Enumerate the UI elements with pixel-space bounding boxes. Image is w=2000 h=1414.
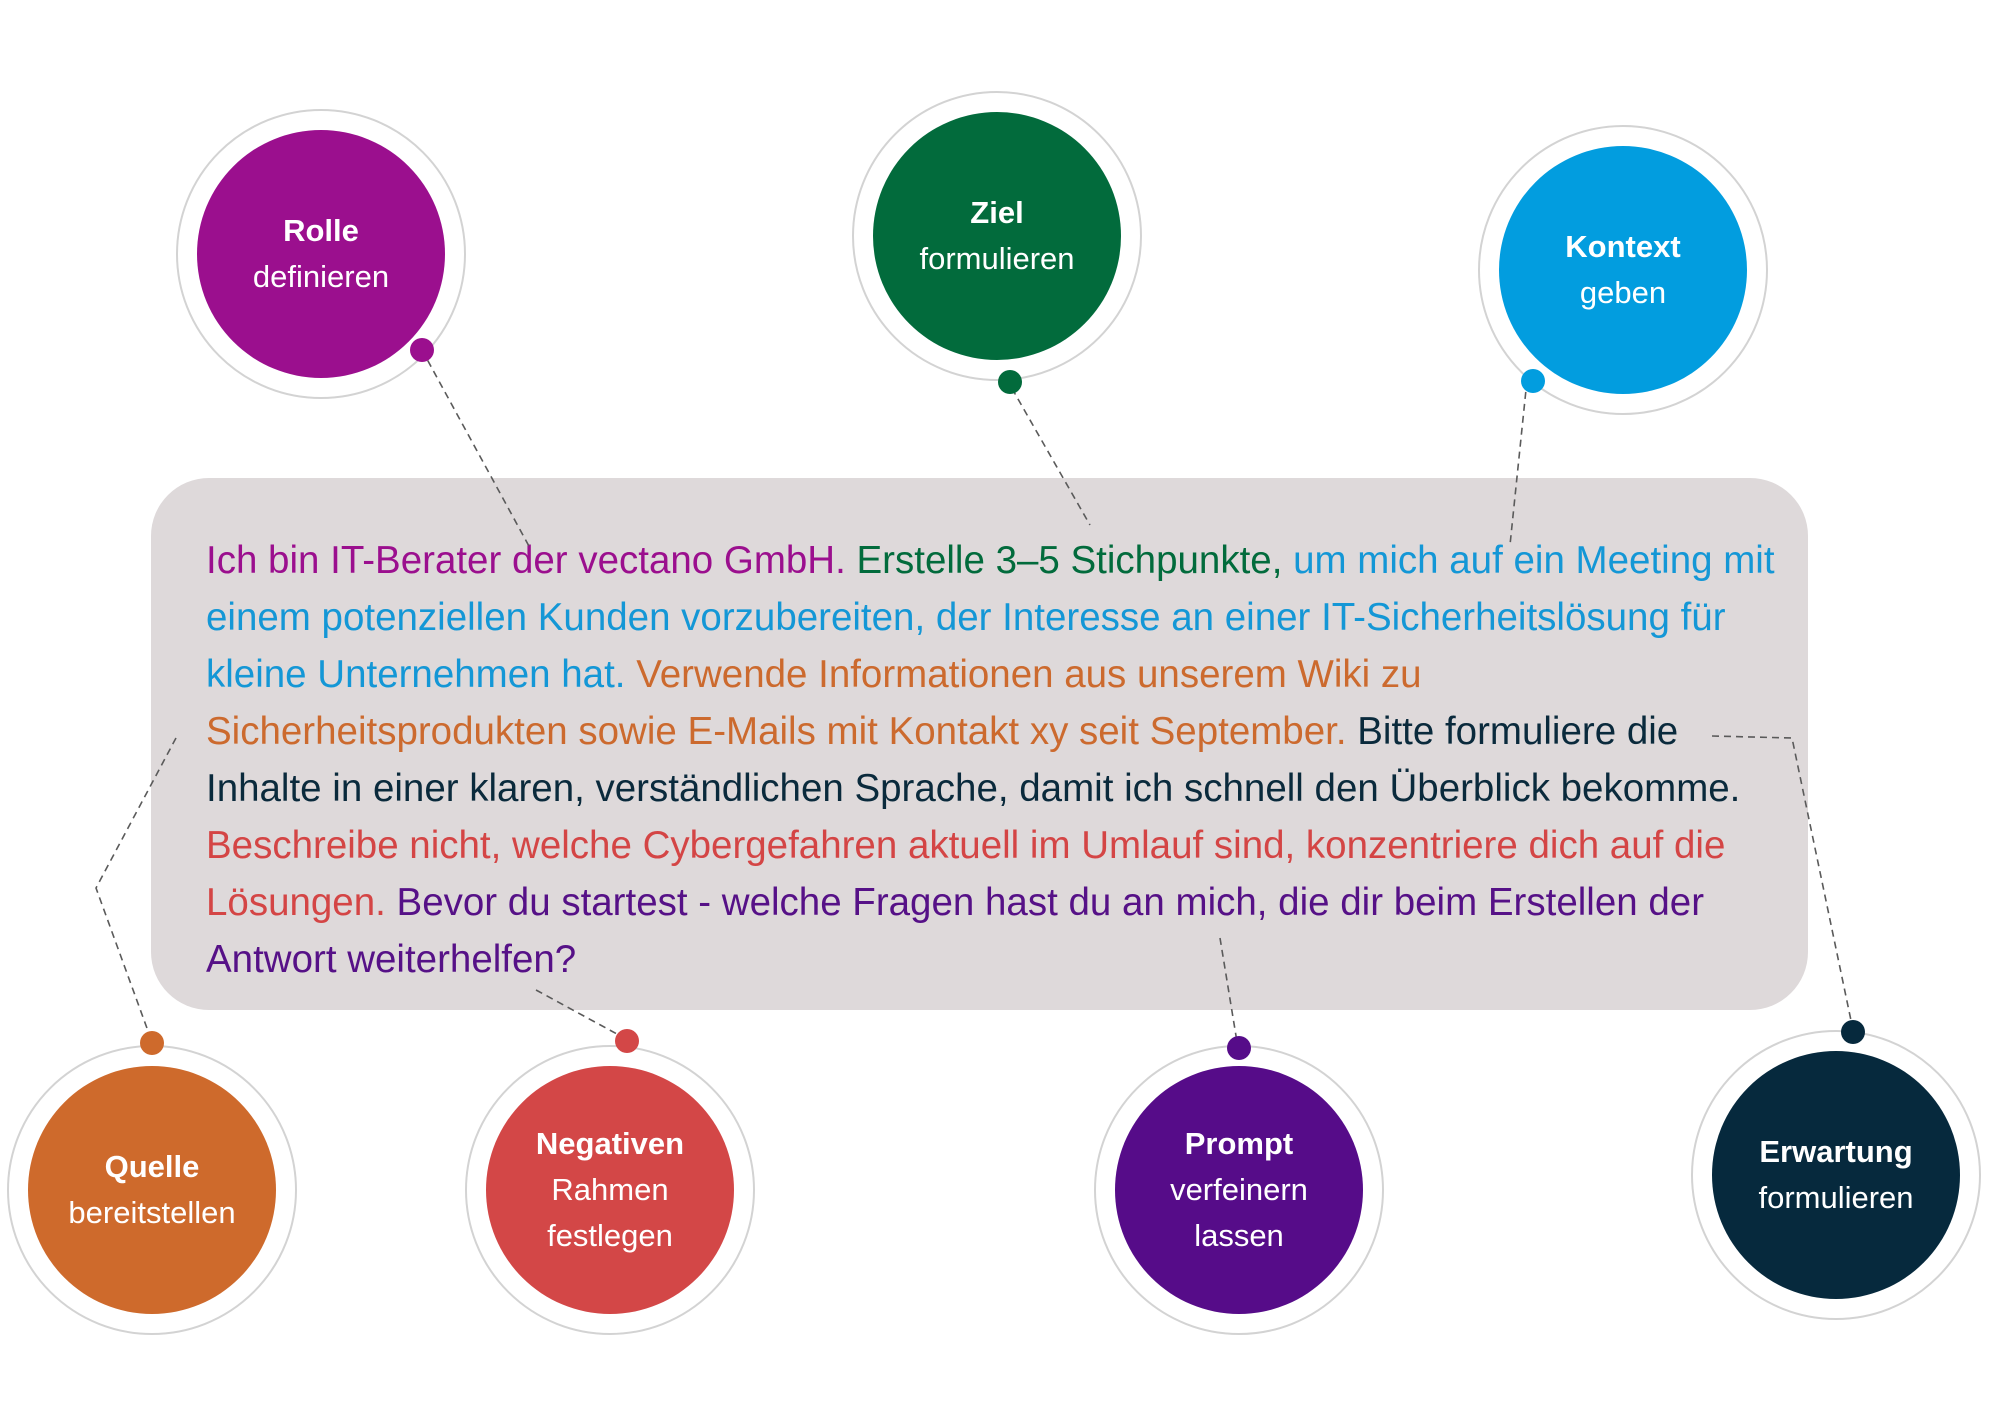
connector-negativen — [536, 990, 628, 1040]
segment-prompt: Bevor du startest - welche Fragen hast du an mich, die dir beim Erstellen der Antwort weiterhelfen? — [206, 881, 1705, 981]
connector-ziel — [1006, 378, 1090, 525]
node-negativen-line-1: Rahmen — [551, 1172, 669, 1207]
segment-erwartung: Bitte formuliere die Inhalte in einer klaren, verständlichen Sprache, damit ich schnell den Überblick bekomme. — [206, 710, 1741, 810]
node-prompt-title: Prompt — [1184, 1126, 1294, 1161]
node-rolle-line-1: definieren — [252, 259, 390, 294]
node-quelle — [28, 1066, 276, 1314]
node-erwartung-dot — [1841, 1020, 1865, 1044]
connector-rolle — [422, 350, 530, 548]
node-kontext-title: Kontext — [1565, 229, 1681, 264]
node-ziel-dot — [998, 370, 1022, 394]
connector-prompt — [1220, 938, 1238, 1048]
segment-kontext: um mich auf ein Meeting mit einem potenziellen Kunden vorzubereiten, der Interesse an einer IT-Sicherheitslösung für kleine Unternehmen hat. — [206, 539, 1775, 696]
connector-kontext — [1510, 380, 1527, 545]
node-erwartung-line-1: formulieren — [1758, 1180, 1914, 1215]
segment-ziel: Erstelle 3–5 Stichpunkte, — [856, 539, 1294, 582]
node-kontext — [1499, 146, 1747, 394]
node-rolle — [197, 130, 445, 378]
node-negativen — [486, 1066, 734, 1314]
segment-rolle: Ich bin IT-Berater der vectano GmbH. — [206, 539, 857, 582]
node-ziel-line-1: formulieren — [919, 241, 1075, 276]
node-quelle-line-1: bereitstellen — [68, 1195, 236, 1230]
node-rolle-title: Rolle — [283, 213, 359, 248]
node-prompt-dot — [1227, 1036, 1251, 1060]
segment-quelle: Verwende Informationen aus unserem Wiki zu Sicherheitsprodukten sowie E-Mails mit Kontakt xy seit September. — [206, 653, 1422, 753]
node-prompt — [1115, 1066, 1363, 1314]
node-kontext-line-1: geben — [1579, 275, 1667, 310]
node-erwartung-title: Erwartung — [1759, 1134, 1913, 1169]
node-erwartung — [1712, 1051, 1960, 1299]
node-rolle-dot — [410, 338, 434, 362]
node-negativen-dot — [615, 1029, 639, 1053]
connector-erwartung — [1712, 736, 1853, 1030]
node-negativen-line-2: festlegen — [547, 1218, 673, 1253]
connector-quelle — [96, 738, 176, 1042]
node-quelle-title: Quelle — [104, 1149, 200, 1184]
node-prompt-line-1: verfeinern — [1170, 1172, 1308, 1207]
node-ziel — [873, 112, 1121, 360]
node-prompt-line-2: lassen — [1194, 1218, 1284, 1253]
node-quelle-dot — [140, 1031, 164, 1055]
segment-negativen: Beschreibe nicht, welche Cybergefahren aktuell im Umlauf sind, konzentriere dich auf die Lösungen. — [206, 824, 1726, 924]
node-kontext-dot — [1521, 369, 1545, 393]
node-ziel-title: Ziel — [970, 195, 1024, 230]
node-negativen-title: Negativen — [535, 1126, 685, 1161]
